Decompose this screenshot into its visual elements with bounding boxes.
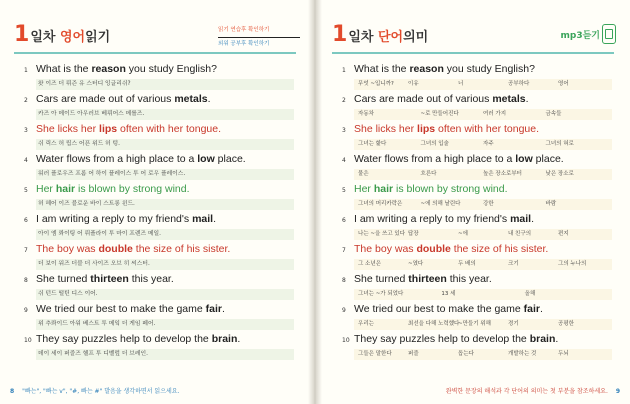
gloss-bar [354, 289, 612, 300]
key-word: reason [409, 63, 444, 75]
pronunciation-line: 쉬 릭스 허 립스 어픈 위드 허 텅. [36, 139, 294, 150]
sentence-item [14, 242, 298, 272]
sentence-start: Cars are made out of various [354, 93, 493, 105]
right-page [318, 0, 630, 404]
sentence-start: Cars are made out of various [36, 93, 175, 105]
check-label-2: 외워 공부후 확인하기 [218, 41, 270, 47]
sentence-start: She licks her [36, 123, 100, 135]
key-word: thirteen [90, 273, 129, 285]
sentence-start: She turned [354, 273, 409, 285]
english-sentence [354, 333, 558, 345]
day-number: 1 [14, 22, 30, 47]
check-divider [218, 37, 300, 38]
sentence-end: . [221, 303, 225, 315]
title-accent: 단어 [377, 30, 404, 45]
sentence-start: Her [354, 183, 374, 195]
page-number: 8 [10, 388, 15, 395]
english-sentence [36, 153, 246, 165]
key-word: low [515, 153, 533, 165]
english-sentence [36, 183, 190, 195]
key-word: fair [205, 303, 222, 315]
item-number: 1 [342, 67, 346, 74]
word-meaning: 돕는다 [458, 351, 474, 357]
sentence-item [14, 92, 298, 122]
left-sentence-list [14, 62, 298, 362]
sentence-start: Her [36, 183, 56, 195]
sentence-start: Water flows from a high place to a [354, 153, 516, 165]
english-sentence [36, 93, 211, 105]
word-meaning: 편지 [558, 231, 569, 237]
sentence-end: . [539, 303, 543, 315]
sentence-start: We tried our best to make the game [36, 303, 206, 315]
sentence-end: often with her tongue. [435, 123, 540, 135]
title-prefix: 일차 [30, 30, 60, 45]
key-word: hair [55, 183, 76, 195]
key-word: metals [492, 93, 526, 105]
english-sentence [354, 93, 529, 105]
sentence-end: . [237, 333, 241, 345]
pronunciation-line: 데이 세이 퍼즐즈 헬프 투 디벨렆 더 브레인. [36, 349, 294, 360]
header-rule [14, 52, 296, 54]
sentence-start: What is the [354, 63, 410, 75]
page-title [30, 26, 110, 45]
sentence-start: They say puzzles help to develop the [354, 333, 530, 345]
pronunciation-line: 카즈 아 메이드 아우러브 베뤼어스 메를즈. [36, 109, 294, 120]
sentence-start: What is the [36, 63, 92, 75]
word-meaning: 답장 [408, 231, 419, 237]
check-row-1 [218, 26, 300, 35]
sentence-end: place. [214, 153, 246, 165]
sentence-item [332, 92, 616, 122]
word-meaning: 높은 장소로부터 [483, 171, 522, 177]
word-meaning: 영어 [558, 81, 569, 87]
item-number: 7 [24, 247, 28, 254]
mp3-label: mp3듣기 [560, 30, 600, 41]
sentence-start: I am writing a reply to my friend's [36, 213, 193, 225]
key-word: fair [523, 303, 540, 315]
english-sentence [354, 303, 543, 315]
word-meaning: 두뇌 [558, 351, 569, 357]
left-header [14, 24, 110, 46]
gloss-bar [354, 79, 612, 90]
sentence-item [332, 122, 616, 152]
word-meaning: 경기 [508, 321, 519, 327]
footer-text: "빠는", "빠는 v", "#, 빠는 #" 발음을 생각하면서 읽으세요. [22, 388, 180, 395]
key-word: thirteen [408, 273, 447, 285]
word-meaning: 공평한 [558, 321, 574, 327]
page-title [348, 26, 428, 45]
sentence-end: . [207, 93, 211, 105]
footer-text: 완벽한 문장의 해석과 각 단어의 의미는 첫 부분을 참조하세요. [445, 388, 608, 395]
item-number: 8 [342, 277, 346, 284]
sentence-end: place. [532, 153, 564, 165]
word-meaning: 그녀는 ~가 되었다 [358, 291, 404, 297]
word-meaning: 자동차 [358, 111, 374, 117]
item-number: 5 [24, 187, 28, 194]
gloss-bar [354, 109, 612, 120]
sentence-item [14, 332, 298, 362]
word-meaning: 너 [458, 81, 464, 87]
sentence-item [332, 212, 616, 242]
english-sentence [354, 63, 535, 75]
mp3-button[interactable] [561, 24, 616, 44]
item-number: 5 [342, 187, 346, 194]
item-number: 4 [342, 157, 346, 164]
word-meaning: 그들은 말한다 [358, 351, 392, 357]
sentence-end: this year. [128, 273, 174, 285]
gloss-bar [354, 259, 612, 270]
check-row-2 [218, 40, 300, 49]
page-number: 9 [615, 388, 620, 395]
sentence-item [332, 152, 616, 182]
left-footer [10, 386, 180, 395]
english-sentence [36, 213, 216, 225]
sentence-item [14, 272, 298, 302]
pronunciation-line: 워러 플로우즈 프롬 어 하이 플레이스 투 어 로우 플레이스. [36, 169, 294, 180]
sentence-end: . [525, 93, 529, 105]
english-sentence [36, 333, 240, 345]
left-page [0, 0, 312, 404]
item-number: 3 [342, 127, 346, 134]
english-sentence [354, 213, 534, 225]
sentence-start: The boy was [36, 243, 99, 255]
word-meaning: 내 친구의 [508, 231, 532, 237]
gloss-bar [354, 199, 612, 210]
word-meaning: 퍼즐 [408, 351, 419, 357]
key-word: brain [529, 333, 556, 345]
item-number: 1 [24, 67, 28, 74]
word-meaning: 두 배의 [458, 261, 476, 267]
key-word: lips [417, 123, 436, 135]
english-sentence [36, 273, 174, 285]
word-meaning: 그 소년은 [358, 261, 382, 267]
english-sentence [354, 153, 564, 165]
sentence-item [332, 332, 616, 362]
key-word: metals [174, 93, 208, 105]
sentence-start: She licks her [354, 123, 418, 135]
word-meaning: 이유 [408, 81, 419, 87]
key-word: mail [192, 213, 214, 225]
word-meaning: 금속들 [545, 111, 562, 117]
item-number: 7 [342, 247, 346, 254]
check-box [218, 26, 300, 49]
sentence-item [332, 62, 616, 92]
pronunciation-line: 위 추롸이드 아워 베스트 투 메잌 더 게임 페어. [36, 319, 294, 330]
gloss-bar [354, 319, 612, 330]
english-sentence [36, 63, 217, 75]
header-rule [332, 52, 614, 54]
sentence-start: Water flows from a high place to a [36, 153, 198, 165]
word-meaning: ~였다 [408, 261, 424, 267]
sentence-end: . [555, 333, 559, 345]
key-word: reason [91, 63, 126, 75]
gloss-bar [354, 349, 612, 360]
word-meaning: ~에 [458, 231, 468, 237]
word-meaning: 무엇 ~입니까? [358, 81, 394, 87]
item-number: 6 [342, 217, 346, 224]
word-meaning: 그녀의 머리카락은 [358, 201, 403, 207]
sentence-end: the size of his sister. [132, 243, 231, 255]
sentence-item [14, 302, 298, 332]
sentence-start: We tried our best to make the game [354, 303, 524, 315]
item-number: 9 [24, 307, 28, 314]
english-sentence [354, 183, 508, 195]
english-sentence [36, 243, 230, 255]
english-sentence [354, 123, 539, 135]
item-number: 10 [24, 337, 32, 344]
item-number: 6 [24, 217, 28, 224]
pronunciation-line: 허 헤어 이즈 블로운 바이 스트롱 윈드. [36, 199, 294, 210]
word-meaning: 자주 [483, 141, 494, 147]
sentence-start: The boy was [354, 243, 417, 255]
sentence-item [332, 272, 616, 302]
word-meaning: ~에 의해 날린다 [420, 201, 461, 207]
title-prefix: 일차 [348, 30, 378, 45]
key-word: low [197, 153, 215, 165]
day-number: 1 [332, 22, 348, 47]
pronunciation-line: 더 보이 워즈 더블 더 사이즈 오브 히 씨스터. [36, 259, 294, 270]
word-meaning: 그녀는 핥다 [358, 141, 387, 147]
key-word: mail [510, 213, 532, 225]
sentence-end: often with her tongue. [117, 123, 222, 135]
word-meaning: 13 세 [441, 291, 456, 297]
sentence-end: . [531, 213, 534, 225]
title-suffix: 의미 [403, 30, 429, 45]
sentence-end: is blown by strong wind. [393, 183, 508, 195]
word-meaning: 강한 [483, 201, 494, 207]
sentence-end: the size of his sister. [450, 243, 549, 255]
word-meaning: 크기 [508, 261, 519, 267]
item-number: 10 [342, 337, 350, 344]
key-word: lips [99, 123, 118, 135]
sentence-item [14, 152, 298, 182]
sentence-start: They say puzzles help to develop the [36, 333, 212, 345]
word-meaning: 그의 누나의 [558, 261, 587, 267]
pronunciation-line: 아이 엠 롸이팅 어 뤼플라이 투 마이 프렌즈 메일. [36, 229, 294, 240]
sentence-item [14, 182, 298, 212]
word-meaning: 공부하다 [508, 81, 530, 87]
word-meaning: 그녀의 혀로 [545, 141, 574, 147]
word-meaning: 나는 ~을 쓰고 있다 [358, 231, 406, 237]
title-suffix: 읽기 [85, 30, 111, 45]
gloss-bar [354, 139, 612, 150]
sentence-start: She turned [36, 273, 91, 285]
sentence-item [14, 62, 298, 92]
word-meaning: 개발하는 것 [508, 351, 537, 357]
gloss-bar [354, 229, 612, 240]
item-number: 9 [342, 307, 346, 314]
sentence-item [332, 242, 616, 272]
sentence-end: you study English? [125, 63, 217, 75]
right-sentence-list [332, 62, 616, 362]
item-number: 4 [24, 157, 28, 164]
item-number: 2 [24, 97, 28, 104]
pronunciation-line: 쉬 턴드 떨틴 디스 이어. [36, 289, 294, 300]
right-header [332, 24, 428, 46]
sentence-end: . [213, 213, 216, 225]
item-number: 8 [24, 277, 28, 284]
item-number: 3 [24, 127, 28, 134]
word-meaning: 최선을 다해 노력했다 [408, 321, 460, 327]
sentence-end: you study English? [443, 63, 535, 75]
title-accent: 영어 [59, 30, 86, 45]
sentence-item [14, 212, 298, 242]
word-meaning: 낮은 장소로 [545, 171, 574, 177]
sentence-start: I am writing a reply to my friend's [354, 213, 511, 225]
english-sentence [36, 303, 225, 315]
sentence-item [332, 302, 616, 332]
sentence-item [14, 122, 298, 152]
gloss-bar [354, 169, 612, 180]
word-meaning: 올해 [524, 291, 536, 297]
key-word: double [98, 243, 133, 255]
word-meaning: 여러 가지 [483, 111, 507, 117]
word-meaning: 바람 [545, 201, 557, 207]
word-meaning: 그녀의 입술 [420, 141, 449, 147]
english-sentence [354, 243, 548, 255]
word-meaning: 우리는 [358, 321, 374, 327]
word-meaning: 흐른다 [420, 171, 437, 177]
mp3-device-icon [602, 24, 616, 44]
sentence-end: this year. [446, 273, 492, 285]
word-meaning: ~만들기 위해 [458, 321, 491, 327]
check-label-1: 읽기 연습후 확인하기 [218, 27, 270, 33]
book-gutter [308, 0, 322, 404]
sentence-end: is blown by strong wind. [75, 183, 190, 195]
pronunciation-line: 왓 이즈 더 뤼즌 유 스터디 잉글리쉬? [36, 79, 294, 90]
english-sentence [36, 123, 221, 135]
word-meaning: ~로 만들어진다 [420, 111, 459, 117]
item-number: 2 [342, 97, 346, 104]
sentence-item [332, 182, 616, 212]
right-footer [446, 386, 620, 395]
key-word: hair [373, 183, 394, 195]
key-word: double [416, 243, 451, 255]
key-word: brain [211, 333, 238, 345]
english-sentence [354, 273, 492, 285]
word-meaning: 물은 [358, 171, 369, 177]
